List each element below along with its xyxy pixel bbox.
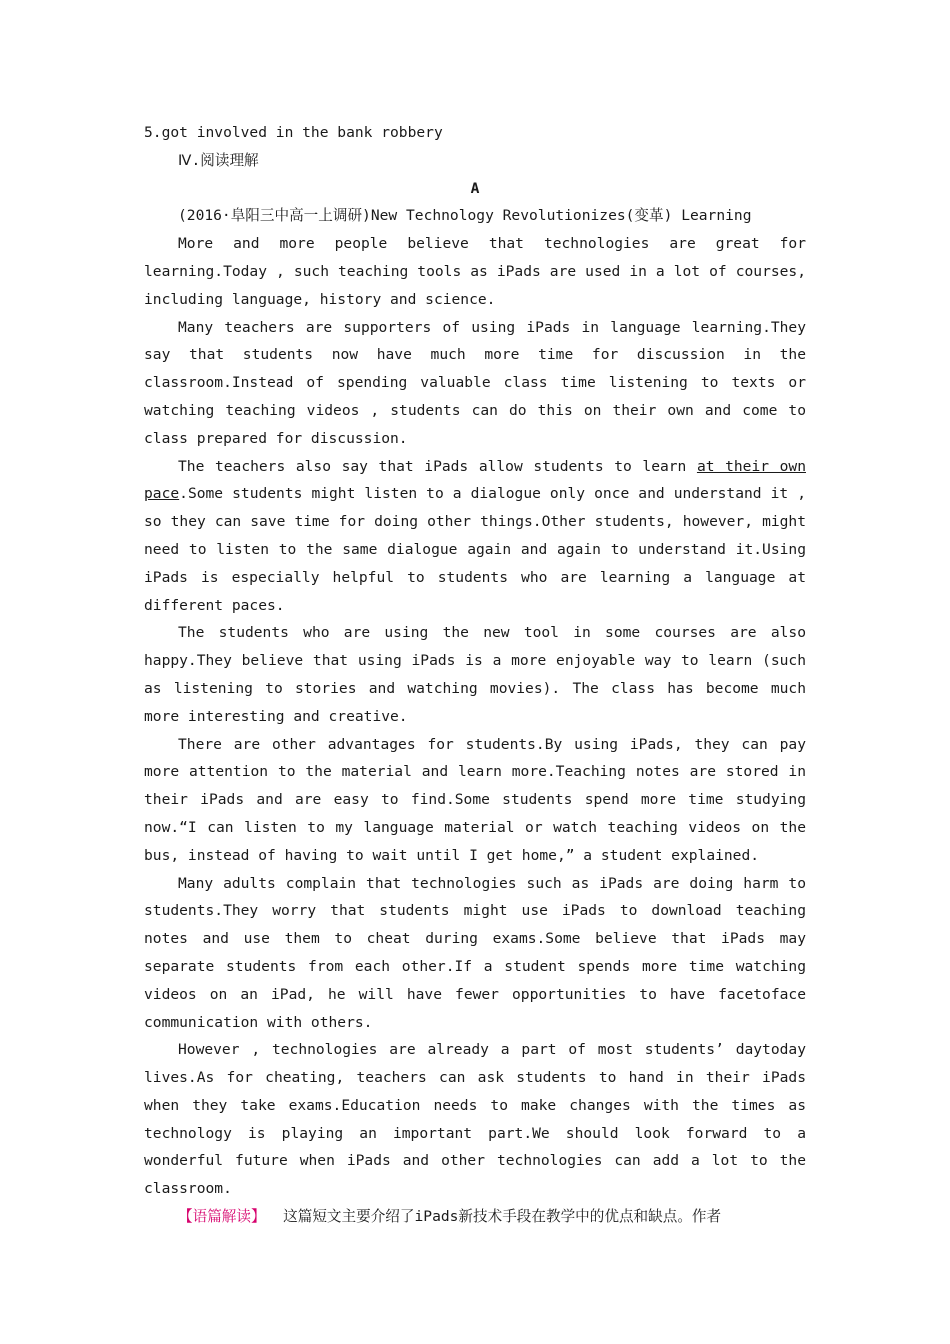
analysis-text: 这篇短文主要介绍了iPads新技术手段在教学中的优点和缺点。作者 — [265, 1208, 722, 1226]
underlined-phrase: at their own pace — [144, 457, 806, 503]
passage-source-title: (2016·阜阳三中高一上调研)New Technology Revolutionizes(变革) Learning — [178, 207, 752, 225]
paragraph-6: Many adults complain that technologies such as iPads are doing harm to students.They worry that students might use iPads to download teaching notes and use them to cheat during exams.Some believe that iPads may separate students from each other.If a student spends more time watching videos on an iPad, he will have fewer opportunities to have facetoface communication with others. — [144, 874, 806, 1031]
paragraph-5: There are other advantages for students.By using iPads, they can pay more attention to the material and learn more.Teaching notes are stored in their iPads and are easy to find.Some students spend more time studying now.“I can listen to my language material or watch teaching videos on the bus, instead of having to wait until I get home,” a student explained. — [144, 735, 806, 864]
analysis-label: 【语篇解读】 — [178, 1208, 266, 1226]
paragraph-3 — [144, 453, 806, 620]
paragraph-3-part-1: The teachers also say that iPads allow students to learn — [178, 457, 697, 475]
paragraph-4: The students who are using the new tool in some courses are also happy.They believe that using iPads is a more enjoyable way to learn (such as listening to stories and watching movies). The class has become much more interesting and creative. — [144, 624, 806, 725]
section-heading: Ⅳ.阅读理解 — [178, 151, 259, 169]
document-page — [144, 119, 806, 1231]
paragraph-7: However , technologies are already a part of most students’ daytoday lives.As for cheating, teachers can ask students to hand in their iPads when they take exams.Education needs to make changes with the times as technology is playing an important part.We should look forward to a wonderful future when iPads and other technologies can add a lot to the classroom. — [144, 1041, 806, 1198]
answer-line: 5.got involved in the bank robbery — [144, 124, 443, 141]
paragraph-1: More and more people believe that technologies are great for learning.Today , such teaching tools as iPads are used in a lot of courses, including language, history and science. — [144, 235, 806, 308]
passage-analysis — [144, 1203, 806, 1231]
paragraph-2: Many teachers are supporters of using iPads in language learning.They say that students now have much more time for discussion in the classroom.Instead of spending valuable class time listening to texts or watching teaching videos , students can do this on their own and come to class prepared for discussion. — [144, 318, 806, 447]
passage-letter: A — [470, 179, 480, 197]
paragraph-3-part-2: .Some students might listen to a dialogue only once and understand it , so they can save time for doing other things.Other students, however, might need to listen to the same dialogue again and again to understand it.Using iPads is especially helpful to students who are learning a language at different paces. — [144, 485, 806, 614]
